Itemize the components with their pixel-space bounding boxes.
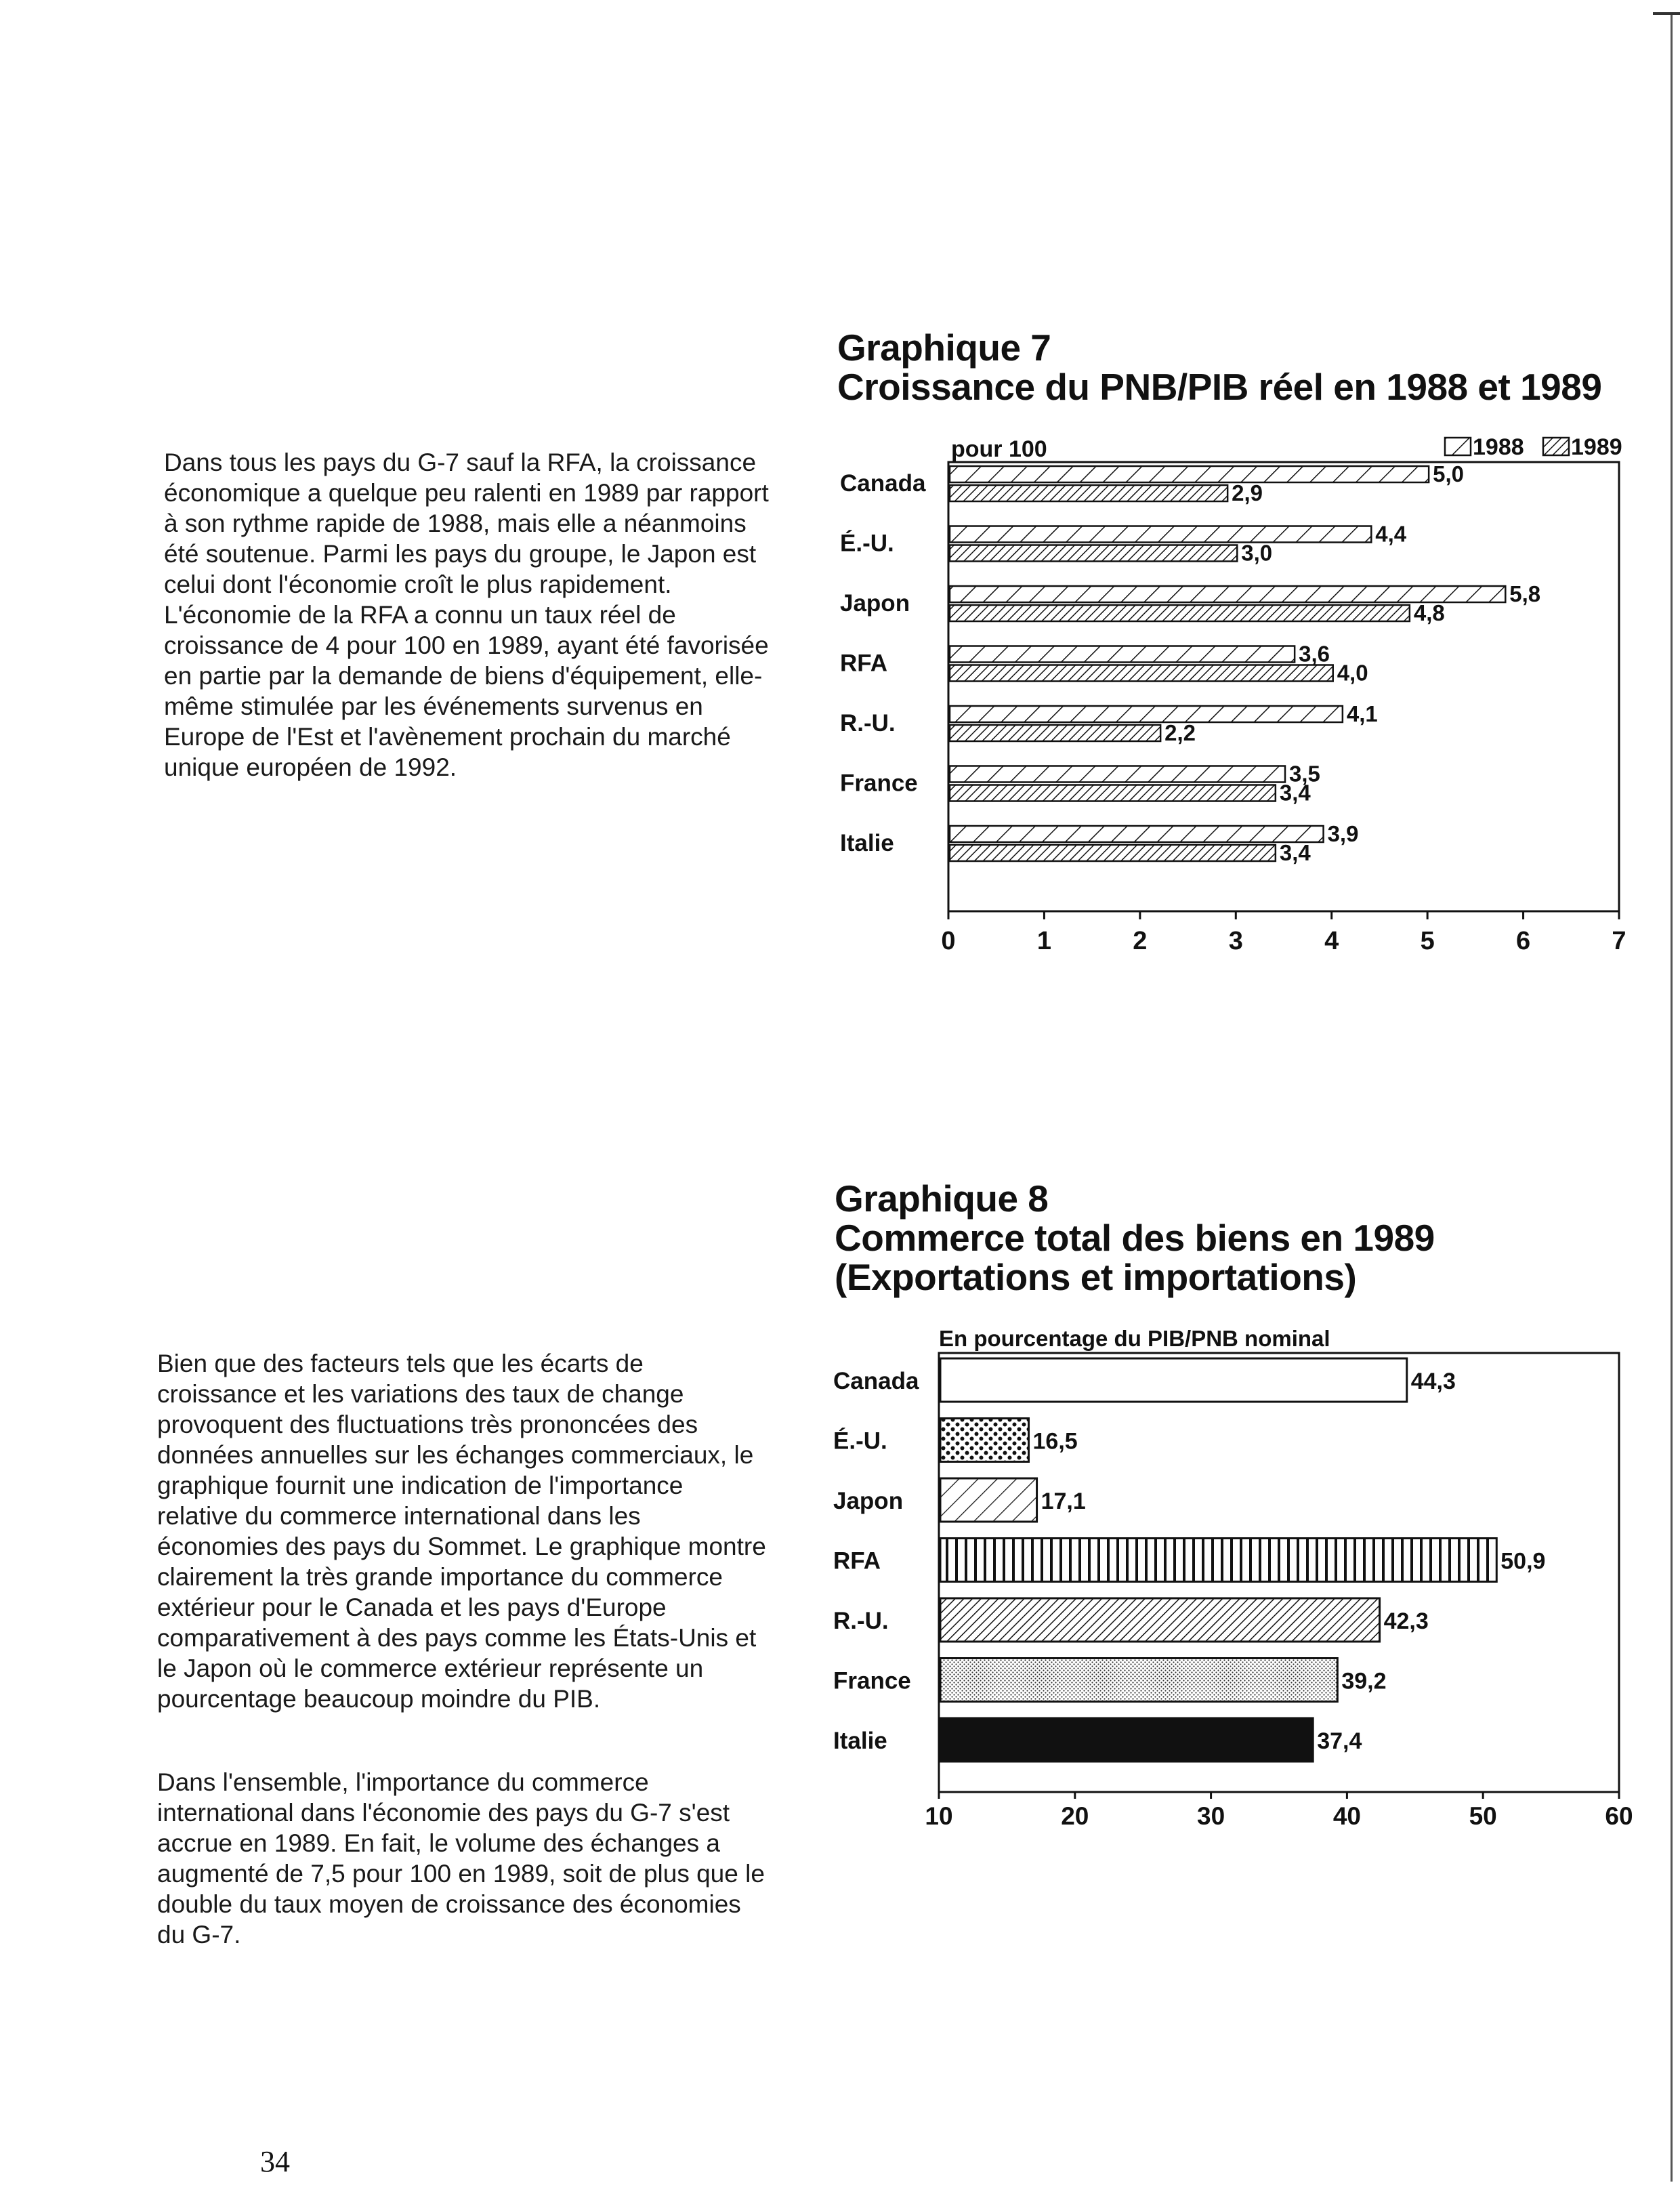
page-edge-corner [1653, 12, 1680, 15]
chart7-bar-1988 [950, 466, 1429, 482]
chart7-bar-1989 [950, 785, 1276, 801]
chart8-bar [940, 1539, 1496, 1582]
chart8-value-label: 39,2 [1341, 1668, 1387, 1694]
chart8-category-label: R.-U. [833, 1608, 889, 1634]
chart7-tick-label: 2 [1133, 927, 1148, 955]
chart7-legend-label-1989: 1989 [1571, 434, 1622, 460]
chart7-value-label-1988: 5,8 [1509, 581, 1541, 606]
chart7-tick-label: 3 [1228, 927, 1243, 955]
chart7-value-label-1988: 5,0 [1433, 461, 1465, 486]
chart8-title-line1: Graphique 8 [835, 1178, 1049, 1220]
chart7-category-label: R.-U. [840, 710, 896, 736]
page-number: 34 [260, 2145, 290, 2178]
chart8-bar [940, 1358, 1407, 1402]
chart8-bar [940, 1659, 1337, 1702]
chart8-category-label: France [833, 1667, 911, 1694]
chart8-category-label: Canada [833, 1368, 919, 1394]
chart7-bar-1988 [950, 766, 1285, 783]
chart7-tick-label: 1 [1036, 927, 1051, 955]
chart8-unit-label: En pourcentage du PIB/PNB nominal [939, 1326, 1330, 1351]
chart7-value-label-1989: 2,2 [1164, 720, 1196, 745]
chart8-value-label: 16,5 [1032, 1428, 1078, 1455]
chart8-title [835, 1179, 1668, 1297]
chart7-legend-swatch-1988 [1445, 438, 1471, 455]
chart7-category-label: RFA [840, 650, 887, 677]
chart7-category-label: Italie [840, 830, 894, 856]
chart7-category-label: Canada [840, 470, 926, 497]
chart8-category-label: RFA [833, 1547, 881, 1575]
chart7-tick-label: 4 [1324, 927, 1339, 955]
chart7-growth-bars [813, 427, 1639, 955]
paragraph-trade-2: Dans l'ensemble, l'importance du commerce international dans l'économie des pays du G-7 s'est accrue en 1989. En fait, le volume des échanges a augmenté de 7,5 pour 100 en 1989, soit de plus que le double du taux moyen de croissance des économies du G-7. [157, 1768, 765, 1949]
chart7-value-label-1988: 4,4 [1375, 521, 1407, 547]
chart8-bar [940, 1718, 1313, 1762]
chart7-value-label-1989: 2,9 [1232, 480, 1263, 505]
chart8-tick-label: 40 [1332, 1802, 1361, 1830]
page-edge-line [1671, 14, 1673, 2182]
chart7-bar-1989 [950, 725, 1160, 741]
chart7-category-label: É.-U. [840, 530, 894, 557]
chart8-bar [940, 1598, 1380, 1642]
chart7-value-label-1989: 3,4 [1279, 780, 1311, 806]
chart7-title [837, 328, 1671, 407]
chart7-value-label-1989: 4,8 [1413, 600, 1445, 625]
chart7-value-label-1989: 4,0 [1337, 660, 1368, 686]
chart7-bar-1989 [950, 485, 1227, 501]
chart7-bar-1989 [950, 605, 1410, 621]
chart8-tick-label: 30 [1197, 1802, 1225, 1830]
chart8-value-label: 50,9 [1500, 1548, 1546, 1575]
chart8-bar [940, 1419, 1029, 1462]
chart8-tick-label: 10 [925, 1802, 953, 1830]
chart7-tick-label: 7 [1612, 927, 1626, 955]
chart7-value-label-1988: 3,5 [1289, 761, 1320, 787]
chart7-legend-label-1988: 1988 [1473, 434, 1524, 460]
chart8-tick-label: 20 [1061, 1802, 1089, 1830]
chart8-tick-label: 60 [1605, 1802, 1633, 1830]
chart7-category-label: Japon [840, 590, 910, 617]
chart8-bar [940, 1478, 1037, 1522]
chart7-title-line1: Graphique 7 [837, 327, 1051, 369]
chart7-bar-1989 [950, 545, 1237, 562]
chart7-value-label-1989: 3,0 [1241, 540, 1273, 566]
paragraph-trade-1: Bien que des facteurs tels que les écarts de croissance et les variations des taux de change provoquent des fluctuations très prononcées des données annuelles sur les échanges commerciaux, le graphique fournit une indication de l'importance relative du commerce international dans les économies des pays du Sommet. Le graphique montre clairement la très grande importance du commerce extérieur pour le Canada et les pays d'Europe comparativement à des pays comme les États-Unis et le Japon où le commerce extérieur représente un pourcentage beaucoup moindre du PIB. [157, 1350, 766, 1713]
chart7-bar-1989 [950, 845, 1276, 861]
chart8-category-label: Japon [833, 1488, 904, 1514]
chart7-legend-swatch-1989 [1543, 438, 1569, 455]
chart8-value-label: 37,4 [1317, 1728, 1362, 1754]
chart7-value-label-1988: 3,9 [1327, 821, 1359, 846]
chart7-bar-1988 [950, 706, 1343, 722]
chart7-title-line2: Croissance du PNB/PIB réel en 1988 et 1989 [837, 366, 1602, 408]
chart7-bar-1989 [950, 665, 1333, 682]
chart8-value-label: 42,3 [1383, 1608, 1429, 1634]
chart7-bar-1988 [950, 646, 1295, 663]
chart7-value-label-1988: 4,1 [1346, 701, 1378, 726]
chart7-tick-label: 5 [1420, 927, 1435, 955]
chart7-bar-1988 [950, 826, 1324, 842]
chart7-tick-label: 6 [1516, 927, 1531, 955]
chart7-tick-label: 0 [941, 927, 956, 955]
chart7-category-label: France [840, 770, 918, 797]
paragraph-growth: Dans tous les pays du G-7 sauf la RFA, la croissance économique a quelque peu ralenti en 1989 par rapport à son rythme rapide de 1988, mais elle a néanmoins été soutenue. Parmi les pays du groupe, le Japon est celui dont l'économie croît le plus rapidement. L'économie de la RFA a connu un taux réel de croissance de 4 pour 100 en 1989, ayant été favorisée en partie par la demande de biens d'équipement, elle-même stimulée par les événements survenus en Europe de l'Est et l'avènement prochain du marché unique européen de 1992. [164, 449, 769, 781]
chart8-trade-bars [813, 1318, 1639, 1846]
chart7-value-label-1988: 3,6 [1299, 641, 1330, 667]
chart8-value-label: 44,3 [1410, 1369, 1456, 1394]
chart8-tick-label: 50 [1469, 1802, 1497, 1830]
chart8-title-line2: Commerce total des biens en 1989 [835, 1217, 1435, 1259]
chart7-bar-1988 [950, 526, 1371, 543]
chart8-category-label: Italie [833, 1728, 887, 1754]
chart7-value-label-1989: 3,4 [1279, 840, 1311, 865]
chart7-unit-label: pour 100 [951, 436, 1047, 462]
chart8-category-label: É.-U. [833, 1428, 887, 1455]
chart8-value-label: 17,1 [1041, 1488, 1086, 1514]
chart8-title-line3: (Exportations et importations) [835, 1256, 1357, 1298]
